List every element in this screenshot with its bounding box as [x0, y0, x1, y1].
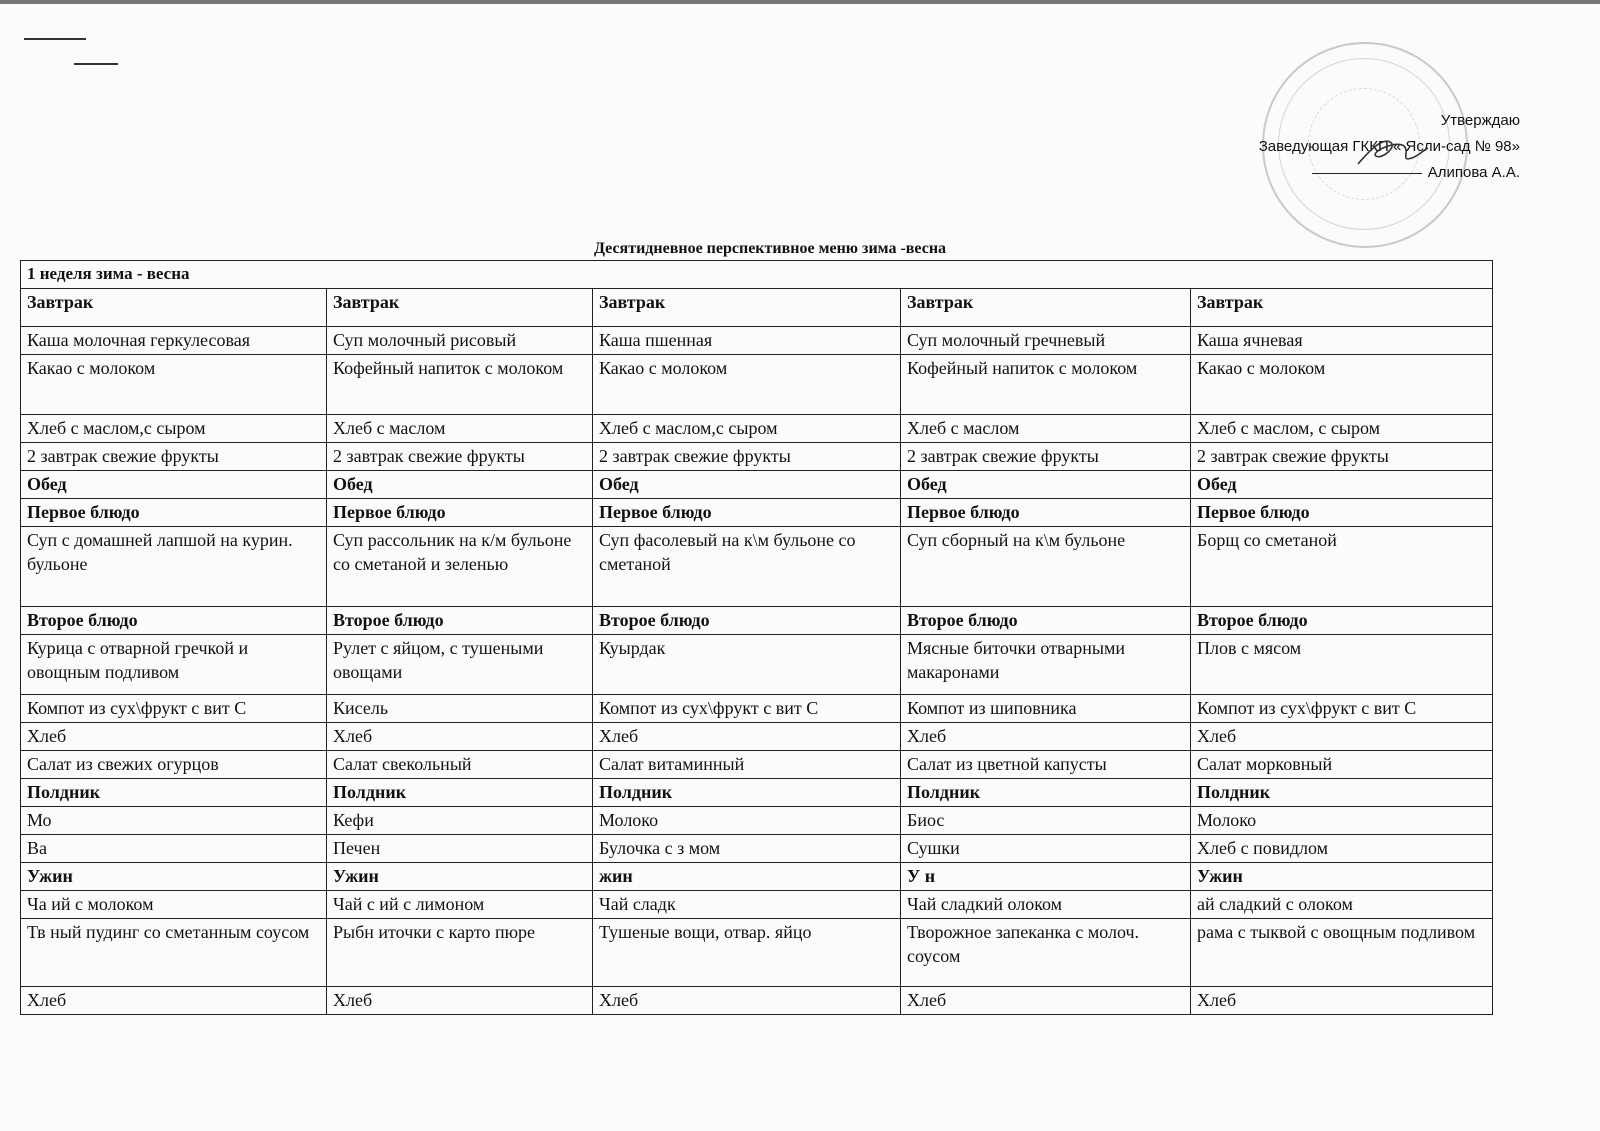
- menu-cell: Хлеб: [327, 723, 593, 751]
- menu-cell: Каша пшенная: [593, 327, 901, 355]
- menu-cell: Хлеб с маслом,с сыром: [593, 415, 901, 443]
- menu-cell: Тв ный пудинг со сметанным соусом: [21, 919, 327, 987]
- menu-cell: Хлеб с маслом: [327, 415, 593, 443]
- course-header-row: [21, 289, 1493, 327]
- meal-section-label: Ужин: [21, 863, 327, 891]
- meal-section-label: Полдник: [21, 779, 327, 807]
- course-header-label: Первое блюдо: [593, 499, 901, 527]
- menu-cell: Чай с ий с лимоном: [327, 891, 593, 919]
- menu-cell: Хлеб: [1191, 723, 1493, 751]
- menu-cell: Чай сладк: [593, 891, 901, 919]
- meal-section-label: Обед: [1191, 471, 1493, 499]
- menu-cell: Творожное запеканка с молоч. соусом: [901, 919, 1191, 987]
- signature-mark: [1352, 130, 1432, 174]
- menu-cell: Салат из цветной капусты: [901, 751, 1191, 779]
- menu-row: [21, 723, 1493, 751]
- meal-section-label: Полдник: [1191, 779, 1493, 807]
- course-header-label: Второе блюдо: [593, 607, 901, 635]
- week-title-row: [21, 261, 1493, 289]
- course-header-label: Первое блюдо: [1191, 499, 1493, 527]
- menu-cell: Хлеб: [21, 987, 327, 1015]
- approver-name: Алипова А.А.: [1427, 164, 1520, 181]
- menu-cell: Суп рассольник на к/м бульоне со сметаной и зеленью: [327, 527, 593, 607]
- menu-cell: Компот из сух\фрукт с вит С: [1191, 695, 1493, 723]
- menu-cell: Хлеб с повидлом: [1191, 835, 1493, 863]
- meal-section-row: [21, 471, 1493, 499]
- menu-row: [21, 807, 1493, 835]
- menu-cell: Хлеб с маслом,с сыром: [21, 415, 327, 443]
- course-header-label: Завтрак: [21, 289, 327, 327]
- menu-cell: 2 завтрак свежие фрукты: [901, 443, 1191, 471]
- menu-cell: 2 завтрак свежие фрукты: [327, 443, 593, 471]
- menu-cell: Рыбн иточки с карто пюре: [327, 919, 593, 987]
- course-header-label: Завтрак: [1191, 289, 1493, 327]
- menu-cell: Кефи: [327, 807, 593, 835]
- menu-cell: 2 завтрак свежие фрукты: [21, 443, 327, 471]
- menu-cell: Суп молочный гречневый: [901, 327, 1191, 355]
- menu-cell: Хлеб с маслом, с сыром: [1191, 415, 1493, 443]
- menu-cell: Мо: [21, 807, 327, 835]
- menu-cell: Мясные биточки отварными макаронами: [901, 635, 1191, 695]
- menu-cell: 2 завтрак свежие фрукты: [593, 443, 901, 471]
- meal-section-label: Обед: [21, 471, 327, 499]
- menu-row: [21, 527, 1493, 607]
- menu-cell: Плов с мясом: [1191, 635, 1493, 695]
- course-header-label: Второе блюдо: [21, 607, 327, 635]
- week-title: 1 неделя зима - весна: [21, 261, 1493, 289]
- course-header-label: Второе блюдо: [327, 607, 593, 635]
- menu-cell: Хлеб: [1191, 987, 1493, 1015]
- menu-row: [21, 355, 1493, 415]
- meal-section-row: [21, 779, 1493, 807]
- menu-row: [21, 835, 1493, 863]
- menu-row: [21, 695, 1493, 723]
- menu-cell: Каша ячневая: [1191, 327, 1493, 355]
- meal-section-label: Полдник: [901, 779, 1191, 807]
- menu-cell: Кофейный напиток с молоком: [901, 355, 1191, 415]
- menu-cell: Суп сборный на к\м бульоне: [901, 527, 1191, 607]
- menu-row: [21, 327, 1493, 355]
- menu-cell: Компот из шиповника: [901, 695, 1191, 723]
- menu-cell: Кисель: [327, 695, 593, 723]
- menu-cell: ай сладкий с олоком: [1191, 891, 1493, 919]
- scan-top-edge: [0, 0, 1600, 4]
- menu-cell: Салат морковный: [1191, 751, 1493, 779]
- menu-cell: Компот из сух\фрукт с вит С: [21, 695, 327, 723]
- meal-section-label: Обед: [593, 471, 901, 499]
- menu-row: [21, 919, 1493, 987]
- menu-cell: Печен: [327, 835, 593, 863]
- menu-cell: Суп с домашней лапшой на курин. бульоне: [21, 527, 327, 607]
- menu-cell: Какао с молоком: [1191, 355, 1493, 415]
- approval-line-2: Заведующая ГККП « Ясли-сад № 98»: [1258, 138, 1520, 155]
- menu-cell: Суп фасолевый на к\м бульоне со сметаной: [593, 527, 901, 607]
- menu-cell: Борщ со сметаной: [1191, 527, 1493, 607]
- menu-cell: Молоко: [1191, 807, 1493, 835]
- meal-section-label: Полдник: [593, 779, 901, 807]
- menu-row: [21, 891, 1493, 919]
- meal-section-label: У н: [901, 863, 1191, 891]
- menu-cell: Какао с молоком: [21, 355, 327, 415]
- menu-cell: рама с тыквой с овощным подливом: [1191, 919, 1493, 987]
- menu-row: [21, 443, 1493, 471]
- meal-section-label: Обед: [327, 471, 593, 499]
- course-header-row: [21, 499, 1493, 527]
- menu-cell: Какао с молоком: [593, 355, 901, 415]
- menu-cell: Салат витаминный: [593, 751, 901, 779]
- meal-section-label: Обед: [901, 471, 1191, 499]
- meal-section-label: Полдник: [327, 779, 593, 807]
- menu-cell: Салат из свежих огурцов: [21, 751, 327, 779]
- menu-cell: Тушеные вощи, отвар. яйцо: [593, 919, 901, 987]
- menu-cell: Куырдак: [593, 635, 901, 695]
- menu-cell: Сушки: [901, 835, 1191, 863]
- menu-cell: Хлеб: [21, 723, 327, 751]
- menu-cell: Чай сладкий олоком: [901, 891, 1191, 919]
- menu-cell: Компот из сух\фрукт с вит С: [593, 695, 901, 723]
- meal-section-row: [21, 863, 1493, 891]
- scan-mark: [74, 63, 118, 65]
- menu-cell: Хлеб: [901, 987, 1191, 1015]
- course-header-label: Первое блюдо: [901, 499, 1191, 527]
- menu-cell: Рулет с яйцом, с тушеными овощами: [327, 635, 593, 695]
- menu-cell: Ча ий с молоком: [21, 891, 327, 919]
- course-header-label: Завтрак: [327, 289, 593, 327]
- menu-row: [21, 751, 1493, 779]
- menu-cell: Кофейный напиток с молоком: [327, 355, 593, 415]
- course-header-row: [21, 607, 1493, 635]
- meal-section-label: жин: [593, 863, 901, 891]
- menu-cell: Хлеб: [593, 723, 901, 751]
- course-header-label: Второе блюдо: [901, 607, 1191, 635]
- menu-cell: 2 завтрак свежие фрукты: [1191, 443, 1493, 471]
- menu-cell: Хлеб: [327, 987, 593, 1015]
- course-header-label: Первое блюдо: [21, 499, 327, 527]
- approval-line-1: Утверждаю: [1440, 112, 1520, 129]
- course-header-label: Первое блюдо: [327, 499, 593, 527]
- menu-cell: Хлеб: [593, 987, 901, 1015]
- menu-cell: Ва: [21, 835, 327, 863]
- menu-cell: Хлеб с маслом: [901, 415, 1191, 443]
- menu-row: [21, 415, 1493, 443]
- document-title: Десятидневное перспективное меню зима -весна: [593, 240, 947, 257]
- course-header-label: Завтрак: [901, 289, 1191, 327]
- menu-row: [21, 635, 1493, 695]
- menu-cell: Суп молочный рисовый: [327, 327, 593, 355]
- meal-section-label: Ужин: [1191, 863, 1493, 891]
- menu-cell: Булочка с з мом: [593, 835, 901, 863]
- menu-cell: Каша молочная геркулесовая: [21, 327, 327, 355]
- menu-cell: Биос: [901, 807, 1191, 835]
- menu-row: [21, 987, 1493, 1015]
- meal-section-label: Ужин: [327, 863, 593, 891]
- menu-cell: Салат свекольный: [327, 751, 593, 779]
- menu-cell: Курица с отварной гречкой и овощным подливом: [21, 635, 327, 695]
- course-header-label: Второе блюдо: [1191, 607, 1493, 635]
- course-header-label: Завтрак: [593, 289, 901, 327]
- menu-cell: Молоко: [593, 807, 901, 835]
- scan-mark: [24, 38, 86, 40]
- menu-table: [20, 260, 1493, 1015]
- menu-cell: Хлеб: [901, 723, 1191, 751]
